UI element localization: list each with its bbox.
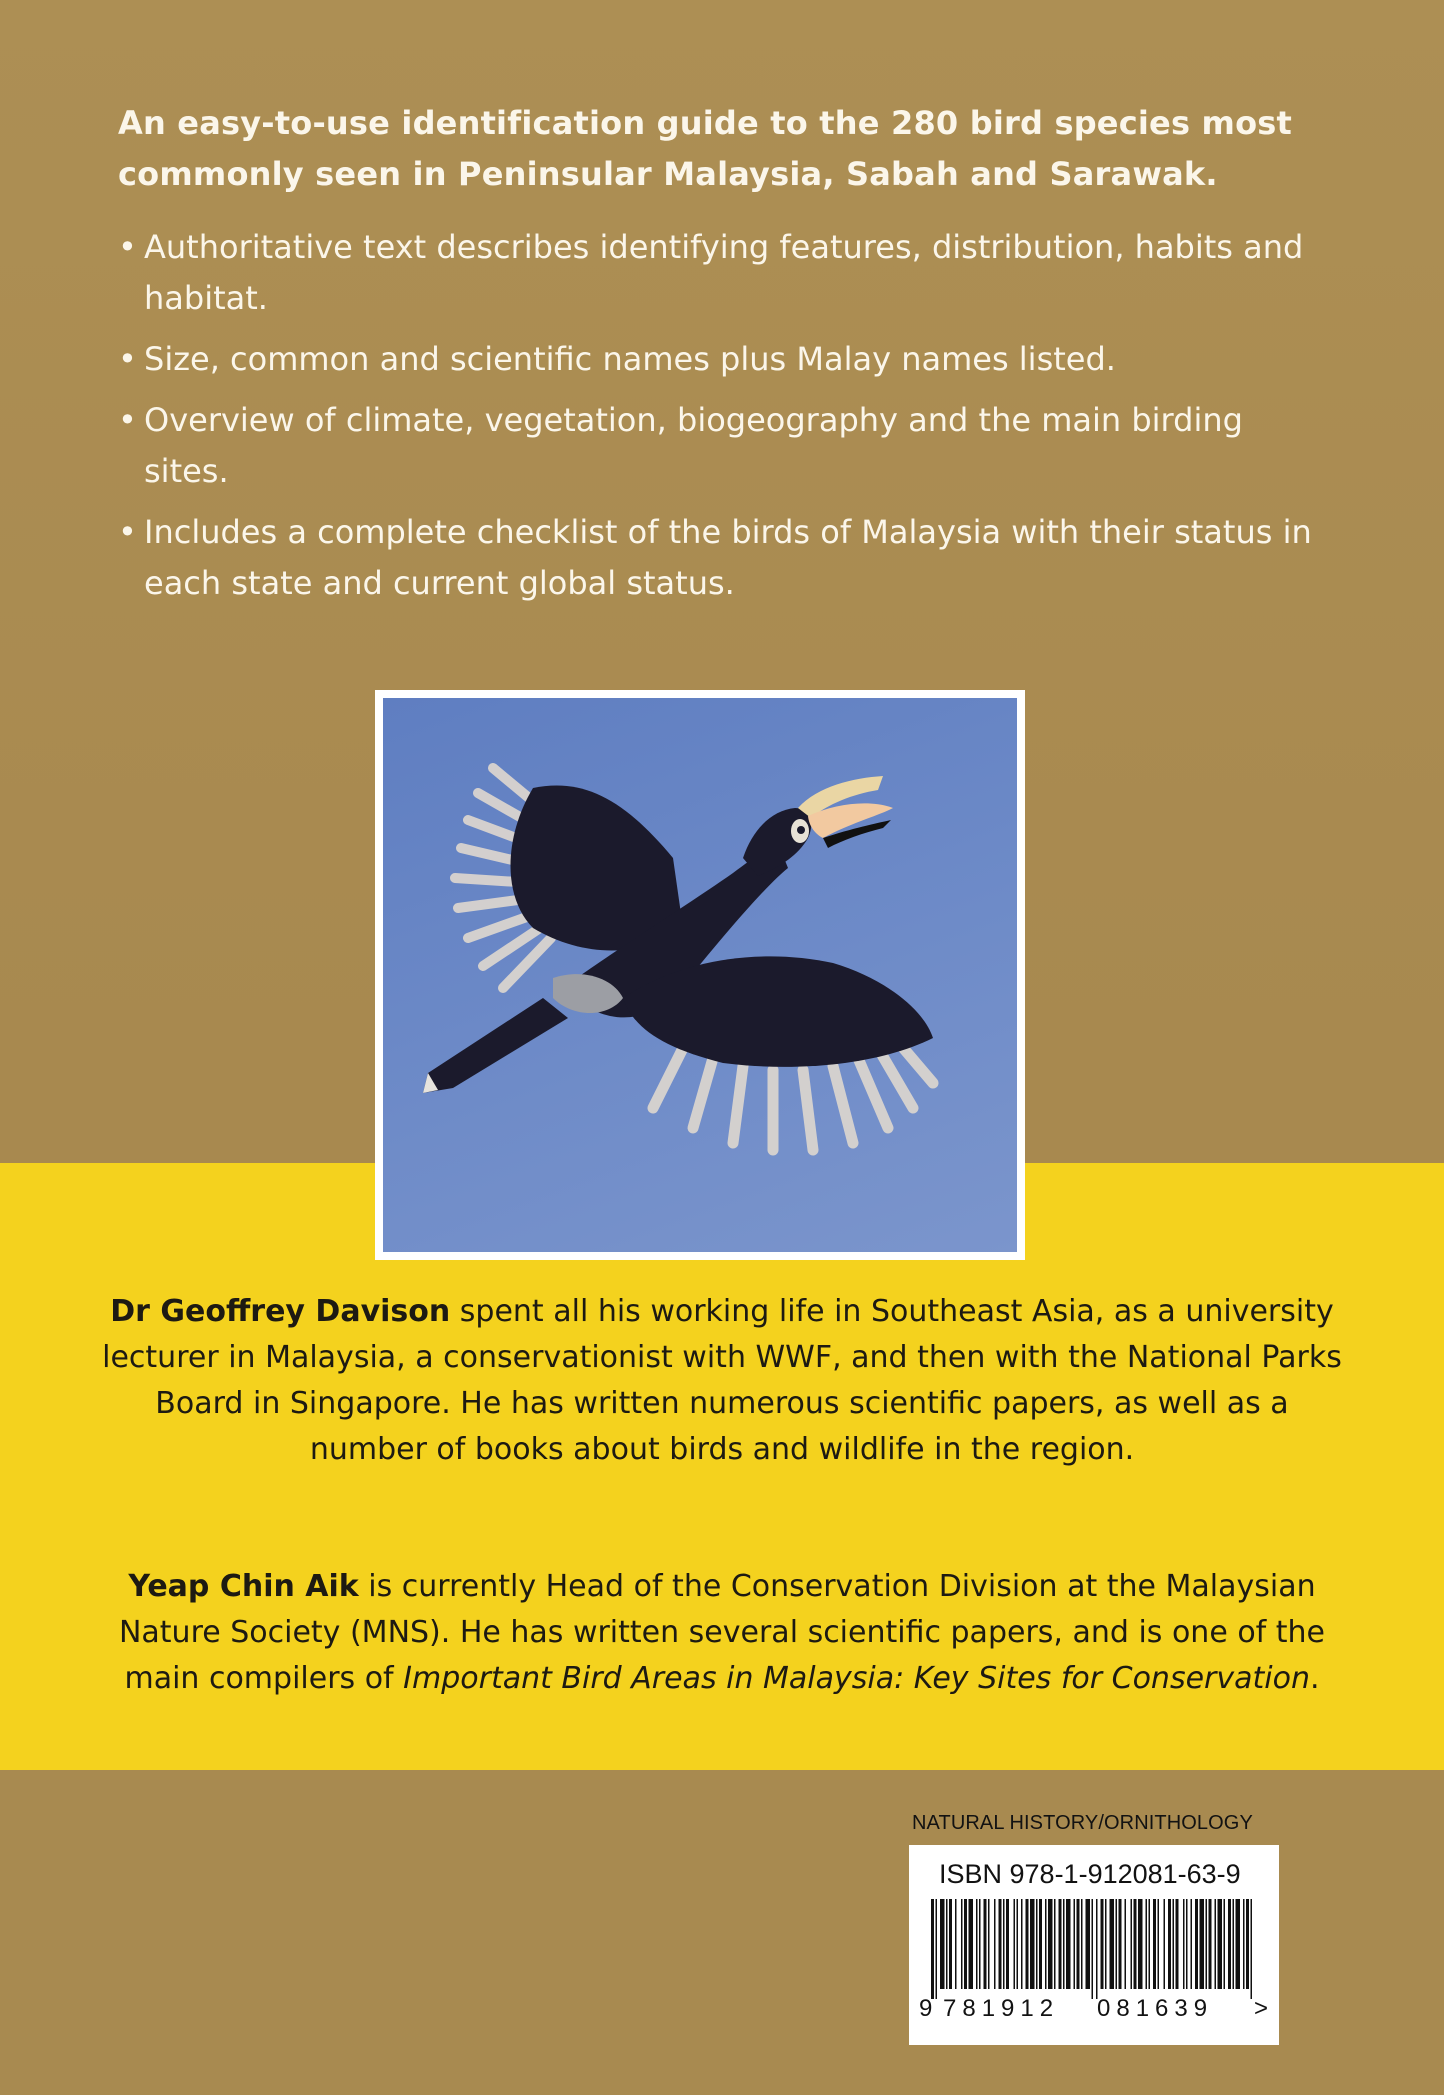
barcode-bar: [1243, 1899, 1245, 1989]
barcode-bar: [936, 1899, 938, 1999]
barcode-bars: [931, 1899, 1257, 1999]
barcode-bar: [1074, 1899, 1076, 1989]
barcode-bar: [994, 1899, 996, 1989]
bullet-icon: •: [118, 401, 137, 439]
isbn-text: ISBN 978-1-912081-63-9: [939, 1859, 1241, 1889]
barcode-bar: [1176, 1899, 1179, 1989]
intro-section: [118, 98, 1328, 619]
barcode-bar: [1158, 1899, 1160, 1989]
barcode-bar: [1233, 1899, 1235, 1989]
barcode-bar: [1039, 1899, 1042, 1989]
barcode-bar: [1119, 1899, 1122, 1989]
feature-item: • Authoritative text describes identifying features, distribution, habits and habitat.: [118, 222, 1328, 324]
barcode-bar: [1131, 1899, 1133, 1989]
book-title: Important Bird Areas in Malaysia: Key Sites for Conservation: [403, 1661, 1310, 1696]
barcode-bar: [999, 1899, 1002, 1989]
barcode-bar: [1110, 1899, 1115, 1989]
barcode-bar: [1206, 1899, 1208, 1989]
barcode-bar: [1063, 1899, 1065, 1989]
barcode-bar: [1209, 1899, 1212, 1989]
category-label: NATURAL HISTORY/ORNITHOLOGY: [912, 1812, 1253, 1834]
barcode-bar: [1218, 1899, 1223, 1989]
barcode-bar: [1045, 1899, 1047, 1989]
barcode-bar: [1183, 1899, 1185, 1989]
barcode-bar: [1017, 1899, 1019, 1989]
barcode-group-2: 081639: [1097, 1995, 1214, 2022]
barcode-bar: [1116, 1899, 1118, 1989]
hornbill-photo: [383, 698, 1017, 1252]
bullet-icon: •: [118, 513, 137, 551]
barcode-bar: [949, 1899, 952, 1989]
barcode-arrow: >: [1254, 1995, 1269, 2022]
barcode-bar: [1059, 1899, 1062, 1989]
barcode-bar: [1105, 1899, 1107, 1989]
barcode-bar: [1048, 1899, 1053, 1989]
barcode-bar: [1036, 1899, 1038, 1989]
barcode-bar: [961, 1899, 963, 1989]
feature-list: [118, 222, 1328, 609]
intro-lead: An easy-to-use identification guide to the 280 bird species most commonly seen in Peninsular Malaysia, Sabah and Sarawak.: [118, 104, 1293, 193]
barcode-bar: [946, 1899, 948, 1989]
barcode-bar: [1146, 1899, 1148, 1989]
barcode-bar: [1054, 1899, 1056, 1989]
barcode-bar: [1191, 1899, 1193, 1989]
barcode-bar: [1077, 1899, 1080, 1989]
barcode-bar: [1006, 1899, 1009, 1989]
barcode-bar: [1138, 1899, 1143, 1989]
barcode-bar: [955, 1899, 957, 1989]
barcode-bar: [940, 1899, 945, 1989]
isbn-barcode: [909, 1845, 1279, 2045]
author-bio-text: is currently Head of the Conservation Division at the Malaysian Nature Society (MNS). He has written several scientific papers, and is one of the main compilers of: [118, 1569, 1326, 1696]
barcode-bar: [1125, 1899, 1127, 1989]
barcode-bar: [1066, 1899, 1071, 1989]
barcode-bar: [1030, 1899, 1035, 1989]
barcode-bar: [1195, 1899, 1198, 1989]
author-name: Dr Geoffrey Davison: [110, 1294, 451, 1329]
author-bio-yeap: Yeap Chin Aik is currently Head of the Conservation Division at the Malaysian Nature Society (MNS). He has written several scientific papers, and is one of the main compilers of Important Bird Areas in Malaysia: Key Sites for Conservation.: [118, 1569, 1326, 1696]
barcode-bar: [1251, 1899, 1253, 1999]
barcode-digits: [909, 1995, 1279, 2035]
barcode-bar: [1096, 1899, 1098, 1999]
barcode-bar: [988, 1899, 990, 1989]
barcode-bar: [1092, 1899, 1094, 1999]
bullet-icon: •: [118, 228, 137, 266]
barcode-bar: [1081, 1899, 1083, 1989]
barcode-bar: [1246, 1899, 1249, 1989]
barcode-bar: [931, 1899, 934, 1999]
author-name: Yeap Chin Aik: [128, 1569, 359, 1604]
feature-item: • Overview of climate, vegetation, biogeography and the main birding sites.: [118, 395, 1328, 497]
author-bio-text: spent all his working life in Southeast Asia, as a university lecturer in Malaysia, a conservationist with WWF, and then with the National Parks Board in Singapore. He has written numerous scientific papers, as well as a number of books about birds and wildlife in the region.: [102, 1294, 1342, 1467]
barcode-bar: [1228, 1899, 1231, 1989]
barcode-bar: [979, 1899, 981, 1989]
barcode-bar: [984, 1899, 987, 1989]
barcode-bar: [1186, 1899, 1188, 1989]
hornbill-illustration: [383, 698, 1017, 1252]
barcode-bar: [1003, 1899, 1005, 1989]
bullet-icon: •: [118, 340, 137, 378]
barcode-bar: [969, 1899, 974, 1989]
barcode-bar: [1164, 1899, 1166, 1989]
barcode-bar: [1168, 1899, 1171, 1989]
hornbill-photo-frame: [375, 690, 1025, 1260]
barcode-bar: [1173, 1899, 1175, 1989]
barcode-bar: [1134, 1899, 1137, 1989]
barcode-first-digit: 9: [919, 1995, 933, 2022]
barcode-bar: [1200, 1899, 1205, 1989]
barcode-bar: [1101, 1899, 1104, 1989]
barcode-bar: [1224, 1899, 1226, 1989]
feature-item: • Size, common and scientific names plus Malay names listed.: [118, 334, 1328, 385]
barcode-bar: [1236, 1899, 1241, 1989]
feature-item: • Includes a complete checklist of the birds of Malaysia with their status in each state and current global status.: [118, 507, 1328, 609]
barcode-group-1: 781912: [943, 1995, 1060, 2022]
barcode-bar: [1153, 1899, 1156, 1989]
barcode-bar: [1086, 1899, 1091, 1989]
barcode-bar: [976, 1899, 978, 1989]
barcode-bar: [1014, 1899, 1016, 1989]
barcode-bar: [1021, 1899, 1023, 1989]
barcode-bar: [1215, 1899, 1217, 1989]
barcode-bar: [1149, 1899, 1151, 1989]
author-bio-davison: [100, 1289, 1344, 1473]
barcode-bar: [1026, 1899, 1029, 1989]
barcode-bar: [964, 1899, 967, 1989]
